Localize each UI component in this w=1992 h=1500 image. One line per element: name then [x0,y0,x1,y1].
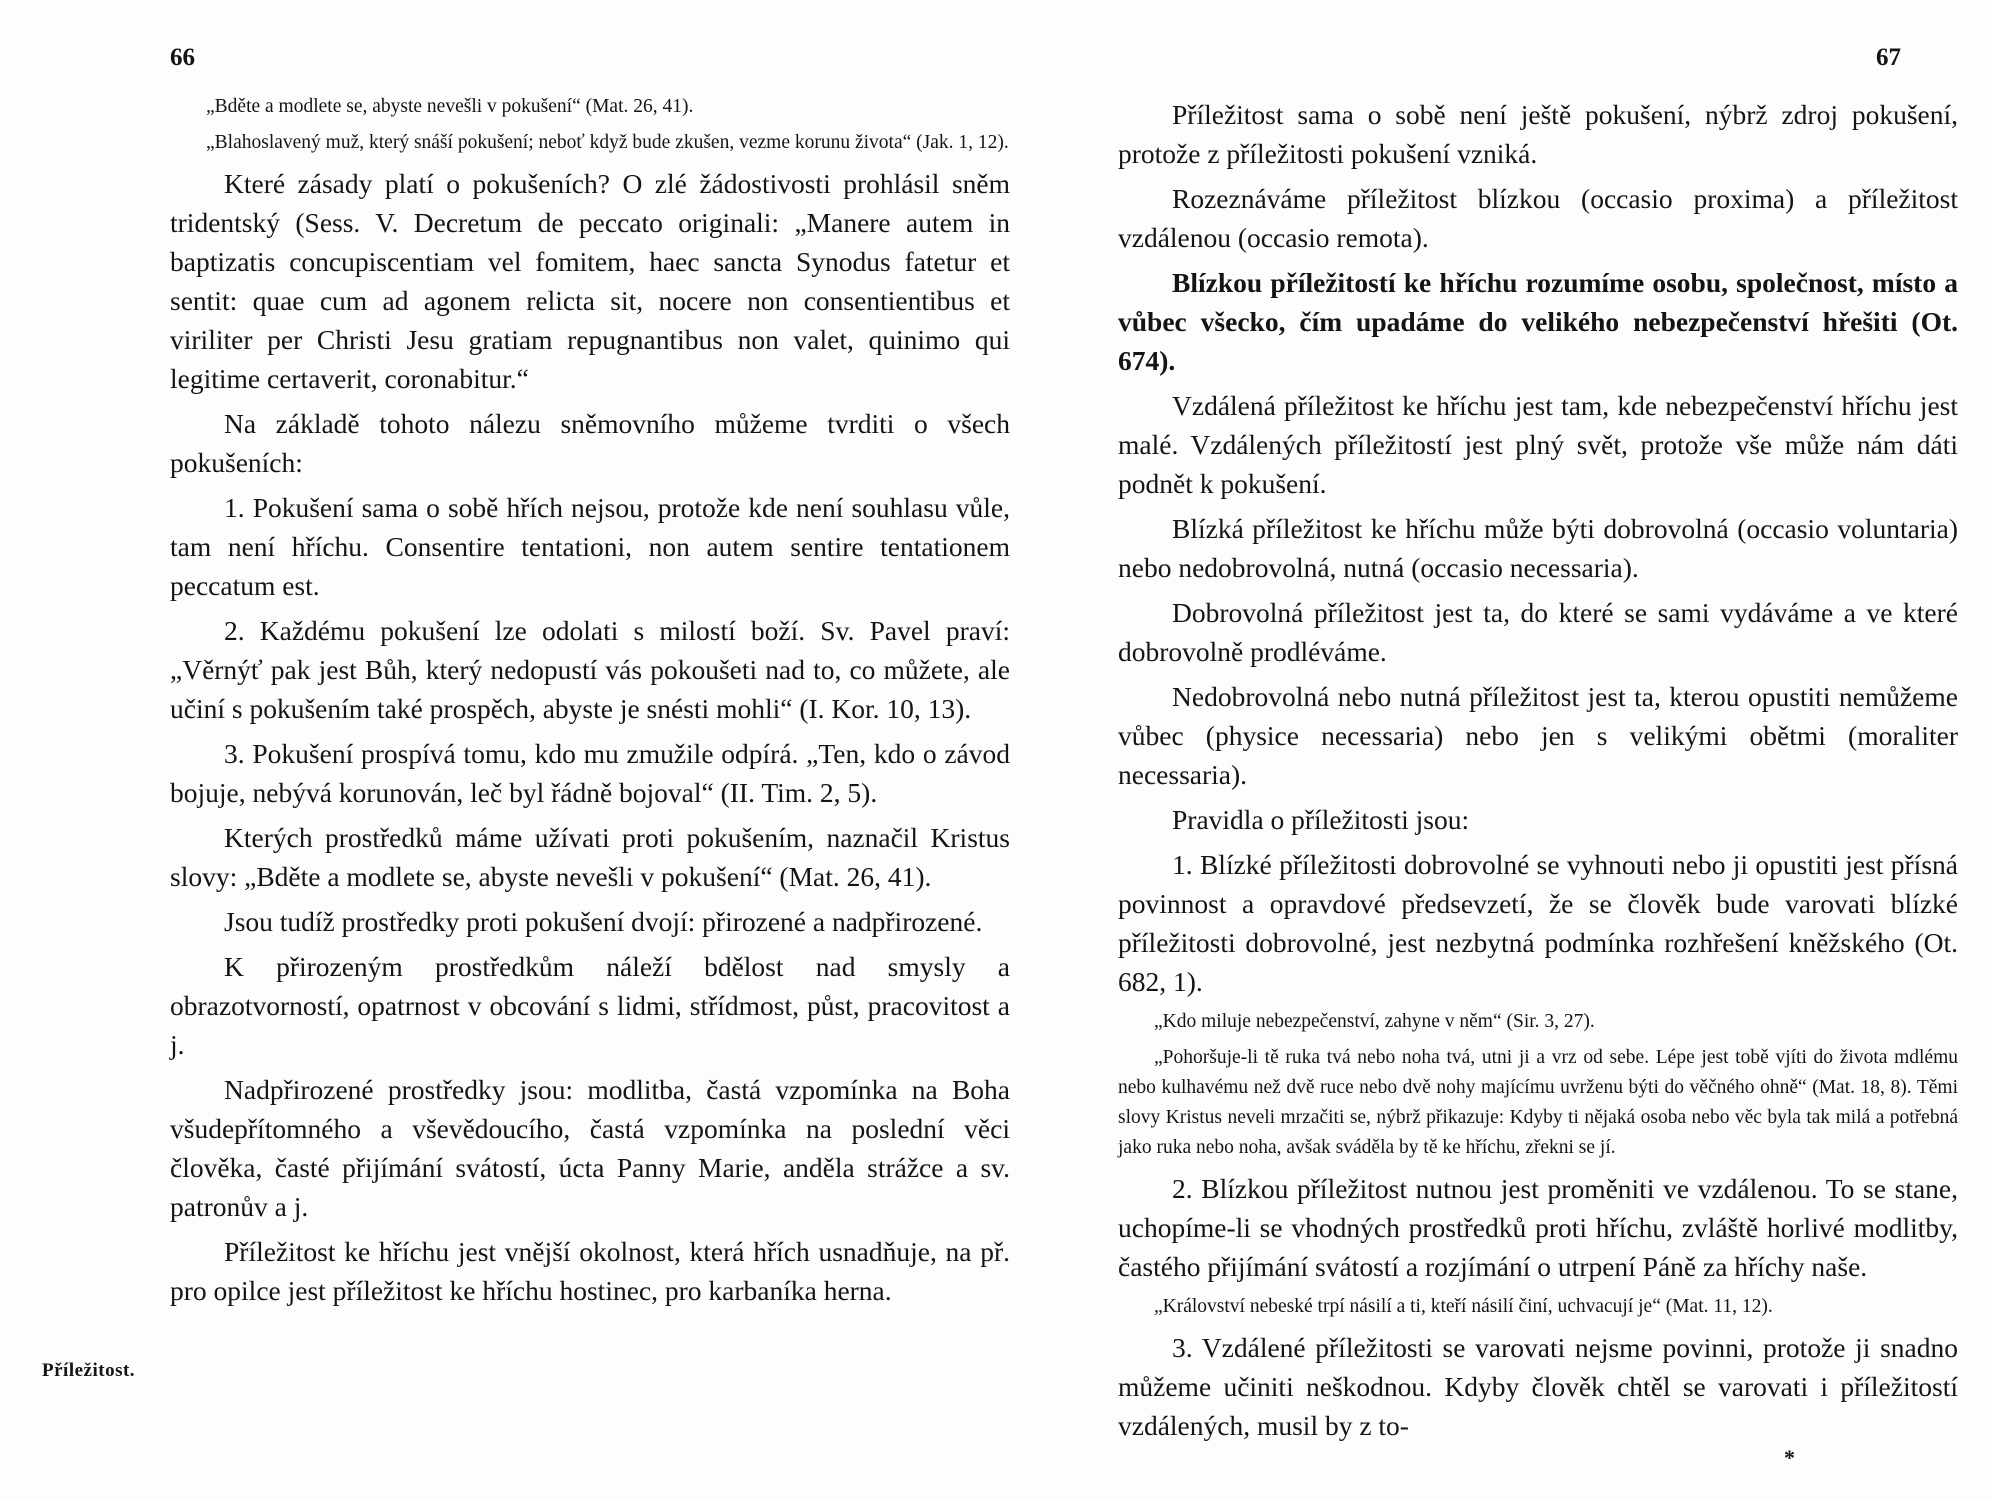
paragraph: Rozeznáváme příležitost blízkou (occasio proxima) a příležitost vzdálenou (occasio remota). [1118,183,1958,253]
paragraph: Dobrovolná příležitost jest ta, do které se sami vydáváme a ve které dobrovolně prodléváme. [1118,597,1958,667]
paragraph: 2. Blízkou příležitost nutnou jest proměniti ve vzdálenou. To se stane, uchopíme-li se vhodných prostředků proti hříchu, zvláště horlivé modlitby, častého přijímání svátostí a rozjímání o utrpení Páně za hříchy naše. [1118,1173,1958,1282]
signature-mark: * [1784,1445,1795,1470]
paragraph: Na základě tohoto nálezu sněmovního můžeme tvrditi o všech pokušeních: [170,408,1010,478]
paragraph: 1. Pokušení sama o sobě hřích nejsou, protože kde není souhlasu vůle, tam není hříchu. Consentire tentationi, non autem sentire tentationem peccatum est. [170,492,1010,601]
paragraph: Blízká příležitost ke hříchu může býti dobrovolná (occasio voluntaria) nebo nedobrovolná, nutná (occasio necessaria). [1118,513,1958,583]
quotation: „Kdo miluje nebezpečenství, zahyne v něm“ (Sir. 3, 27). [1154,1011,1595,1032]
page-number-right: 67 [1876,44,1901,71]
quotation: „Bděte a modlete se, abyste nevešli v pokušení“ (Mat. 26, 41). [206,96,694,117]
paragraph: Kterých prostředků máme užívati proti pokušením, naznačil Kristus slovy: „Bděte a modlete se, abyste nevešli v pokušení“ (Mat. 26, 41). [170,822,1010,892]
paragraph: Příležitost ke hříchu jest vnější okolnost, která hřích usnadňuje, na př. pro opilce jest příležitost ke hříchu hostinec, pro karbaníka herna. [170,1236,1010,1306]
paragraph: Pravidla o příležitosti jsou: [1172,804,1470,835]
paragraph: 3. Pokušení prospívá tomu, kdo mu zmužile odpírá. „Ten, kdo o závod bojuje, nebývá korunován, leč byl řádně bojoval“ (II. Tim. 2, 5). [170,738,1010,808]
paragraph: Nedobrovolná nebo nutná příležitost jest ta, kterou opustiti nemůžeme vůbec (physice necessaria) nebo jen s velikými obětmi (moraliter necessaria). [1118,681,1958,790]
paragraph: 2. Každému pokušení lze odolati s milostí boží. Sv. Pavel praví: „Věrnýť pak jest Bůh, který nedopustí vás pokoušeti nad to, co můžete, ale učiní s pokušením také prospěch, abyste je snésti mohli“ (I. Kor. 10, 13). [170,615,1010,724]
bold-paragraph: Blízkou příležitostí ke hříchu rozumíme osobu, společnost, místo a vůbec všecko, čím upadáme do velikého nebezpečenství hřešiti (Ot. 674). [1118,267,1958,376]
paragraph: Vzdálená příležitost ke hříchu jest tam, kde nebezpečenství hříchu jest malé. Vzdálených příležitostí jest plný svět, protože vše může nám dáti podnět k pokušení. [1118,390,1958,499]
paragraph: 3. Vzdálené příležitosti se varovati nejsme povinni, protože ji snadno můžeme učiniti neškodnou. Kdyby člověk chtěl se varovati i příležitostí vzdálených, musil by z to- [1118,1332,1958,1441]
margin-note: Příležitost. [42,1360,136,1381]
paragraph: K přirozeným prostředkům náleží bdělost nad smysly a obrazotvorností, opatrnost v obcování s lidmi, střídmost, půst, pracovitost a j. [170,951,1010,1060]
quotation: „Království nebeské trpí násilí a ti, kteří násilí činí, uchvacují je“ (Mat. 11, 12). [1154,1296,1773,1317]
paragraph: Příležitost sama o sobě není ještě pokušení, nýbrž zdroj pokušení, protože z příležitosti pokušení vzniká. [1118,99,1958,169]
quotation: „Blahoslavený muž, který snáší pokušení; neboť když bude zkušen, vezme korunu života“ (Jak. 1, 12). [206,132,1009,153]
right-page-text [1118,95,1958,1451]
left-page-text [170,92,1010,1316]
paragraph: Které zásady platí o pokušeních? O zlé žádostivosti prohlásil sněm tridentský (Sess. V. Decretum de peccato originali: „Manere autem in baptizatis concupiscentiam vel fomitem, haec sancta Synodus fatetur et sentit: quae cum ad agonem relicta sit, nocere non consentientibus et viriliter per Christi Jesu gratiam repugnantibus non valet, quinimo qui legitime certaverit, coronabitur.“ [170,168,1010,394]
page-number-left: 66 [170,44,195,71]
paragraph: Nadpřirozené prostředky jsou: modlitba, častá vzpomínka na Boha všudepřítomného a vševědoucího, častá vzpomínka na poslední věci člověka, časté přijímání svátostí, úcta Panny Marie, anděla strážce a sv. patronův a j. [170,1074,1010,1222]
paragraph: Jsou tudíž prostředky proti pokušení dvojí: přirozené a nadpřirozené. [224,906,983,937]
paragraph: 1. Blízké příležitosti dobrovolné se vyhnouti nebo ji opustiti jest přísná povinnost a opravdové předsevzetí, že se člověk bude varovati blízké příležitosti dobrovolné, jest nezbytná podmínka rozhřešení kněžského (Ot. 682, 1). [1118,849,1958,997]
quotation: „Pohoršuje-li tě ruka tvá nebo noha tvá, utni ji a vrz od sebe. Lépe jest tobě vjíti do života mdlému nebo kulhavému než dvě ruce nebo dvě nohy majícímu uvrženu býti do věčného ohně“ (Mat. 18, 8). Těmi slovy Kristus neveli mrzačiti se, nýbrž přikazuje: Kdyby ti nějaká osoba nebo věc byla tak milá a potřebná jako ruka nebo noha, avšak sváděla by tě ke hříchu, zřekni se jí. [1118,1047,1958,1158]
